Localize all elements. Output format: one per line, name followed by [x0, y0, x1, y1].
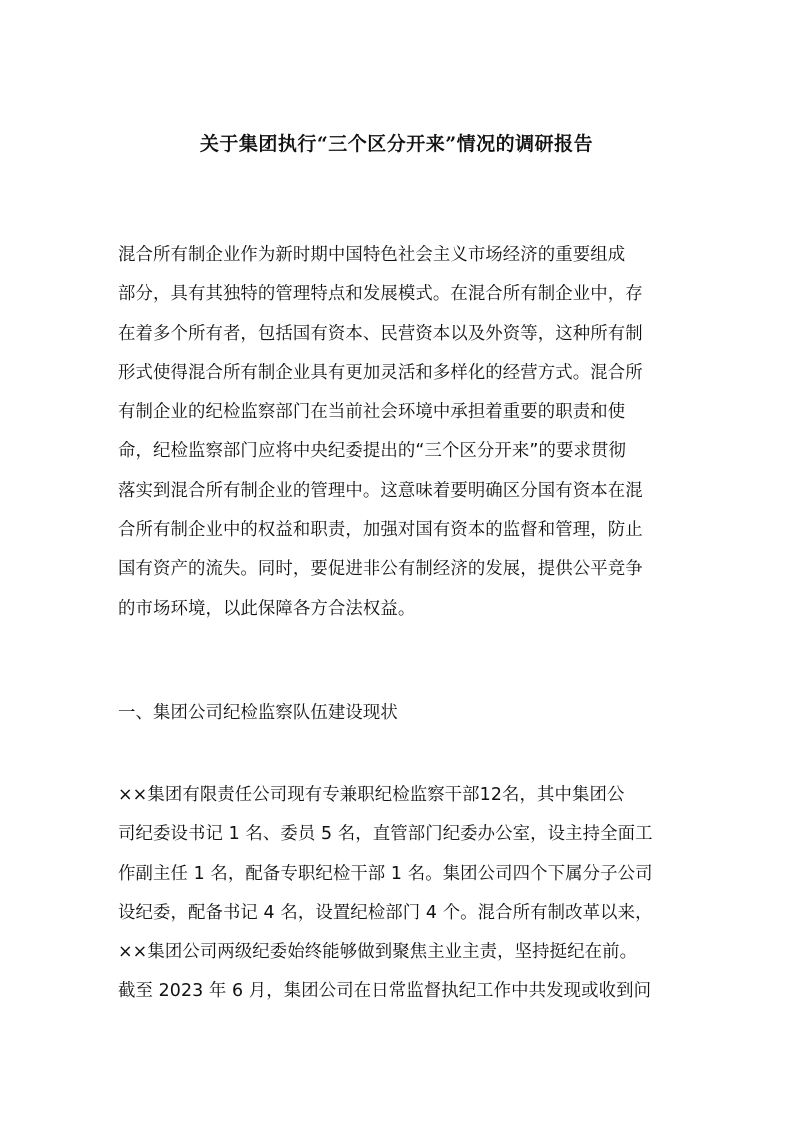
paragraph-line: 合所有制企业中的权益和职责，加强对国有资本的监督和管理，防止: [118, 520, 643, 541]
paragraph-line: 作副主任 1 名，配备专职纪检干部 1 名。集团公司四个下属分子公司: [118, 863, 653, 884]
paragraph-line: 国有资产的流失。同时，要促进非公有制经济的发展，提供公平竞争: [118, 559, 643, 580]
paragraph-line: 设纪委，配备书记 4 名，设置纪检部门 4 个。混合所有制改革以来，: [118, 902, 653, 923]
paragraph-line: 在着多个所有者，包括国有资本、民营资本以及外资等，这种所有制: [118, 323, 643, 344]
paragraph-line: 落实到混合所有制企业的管理中。这意味着要明确区分国有资本在混: [118, 480, 643, 501]
paragraph-line: 司纪委设书记 1 名、委员 5 名，直管部门纪委办公室，设主持全面工: [118, 824, 653, 845]
paragraph-line: 截至 2023 年 6 月，集团公司在日常监督执纪工作中共发现或收到问: [118, 981, 652, 1002]
paragraph-line: 部分，具有其独特的管理特点和发展模式。在混合所有制企业中，存: [118, 284, 643, 305]
paragraph-line: 的市场环境，以此保障各方合法权益。: [118, 598, 416, 619]
paragraph-line: 有制企业的纪检监察部门在当前社会环境中承担着重要的职责和使: [118, 402, 626, 423]
section-heading-text: 一、集团公司纪检监察队伍建设现状: [118, 703, 398, 723]
paragraph-line: 形式使得混合所有制企业具有更加灵活和多样化的经营方式。混合所: [118, 362, 643, 383]
document-title: 关于集团执行“三个区分开来”情况的调研报告: [199, 133, 594, 155]
paragraph-line: 命，纪检监察部门应将中央纪委提出的“三个区分开来”的要求贯彻: [118, 441, 626, 462]
intro-paragraph: [118, 236, 678, 629]
paragraph-line: ××集团有限责任公司现有专兼职纪检监察干部12名，其中集团公: [118, 785, 625, 805]
paragraph-line: ××集团公司两级纪委始终能够做到聚焦主业主责，坚持挺纪在前。: [118, 942, 638, 963]
paragraph-line: 混合所有制企业作为新时期中国特色社会主义市场经济的重要组成: [118, 245, 626, 265]
section-paragraph: [118, 776, 678, 1012]
section-heading: [118, 694, 678, 733]
